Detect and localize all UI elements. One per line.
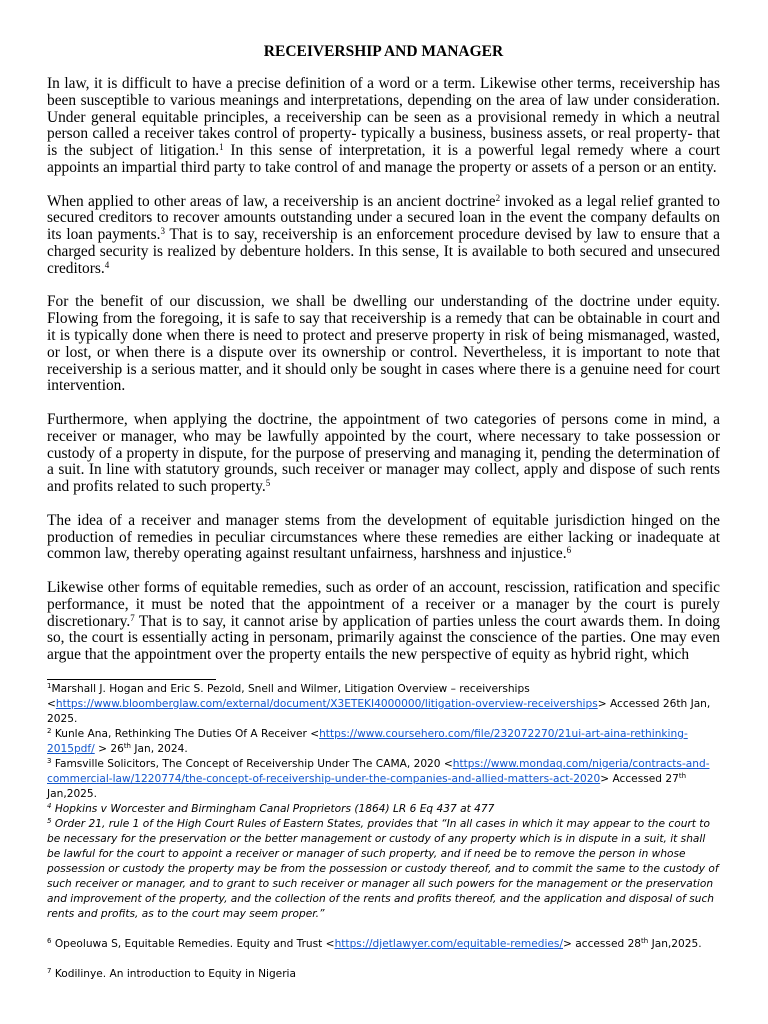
footnote-separator [47,679,216,680]
footnote-reference: 4 [47,802,52,810]
footnote-reference: 3 [160,226,165,237]
footnote [47,817,719,922]
footnote-reference: 1 [219,142,224,153]
footnote-reference: 7 [130,612,135,623]
footnotes [47,682,719,982]
text-segment: > Accessed 26th Jan, 2025. [47,698,711,725]
text-segment: In this sense of interpretation, it is a powerful legal remedy where a court appoints an impartial third party to take control of and manage the property or assets of a person or an entity. [47,142,721,176]
text-segment: When applied to other areas of law, a receivership is an ancient doctrine [47,192,496,210]
text-segment: Kunle Ana, Rethinking The Duties Of A Receiver < [51,728,320,740]
text-segment: Famsville Solicitors, The Concept of Receivership Under The CAMA, 2020 < [51,758,453,770]
footnote [47,967,719,982]
text-segment: Hopkins v Worcester and Birmingham Canal Proprietors (1864) LR 6 Eq 437 at 477 [51,803,495,815]
text-segment: > accessed 28 [563,938,642,950]
footnote-reference: 1 [47,682,52,690]
footnote [47,757,719,802]
footnote-reference: 6 [566,545,572,556]
text-segment: Likewise other forms of equitable remedies, such as order of an account, rescission, ratification and specific performance, it must be noted that the appointment of a receiver or a manager by the court is purely discretionary. [47,578,720,630]
footnote [47,682,719,727]
text-segment: Jan,2025. [47,788,98,800]
text-segment: The idea of a receiver and manager stems from the development of equitable jurisdiction hinged on the production of remedies in peculiar circumstances where these remedies are either lacking or inadequate at common law, thereby operating against resultant unfairness, harshness and injustice. [47,511,720,563]
footnote-reference: 3 [47,757,52,765]
footnote-reference: 4 [104,259,110,270]
text-segment: > 26 [94,743,124,755]
footnote-reference: 2 [495,192,501,203]
footnote-reference: th [123,742,131,750]
footnote-reference: th [678,772,687,780]
body-paragraph [47,580,720,664]
footnote-reference: th [641,937,649,945]
footnote [47,937,719,952]
body-paragraphs [47,76,720,664]
body-paragraph [47,194,720,278]
body-paragraph [47,294,720,395]
text-segment: Order 21, rule 1 of the High Court Rules of Eastern States, provides that “In all cases in which it may appear to the court to be necessary for the preservation or the better management or custody of any property which is in dispute in a suit, it shall be lawful for the court to appoint a receiver or manager of such property, and if need be to remove the person in whose possession or custody the property may be from the possession or custody thereof, and to commit the same to the custody of such receiver or manager, and to grant to such receiver or manager all such powers for the management or the preservation and improvement of the property, and the collection of the rents and profits thereof, and the application and disposal of such rents and profits, as to the court may seem proper.” [47,818,719,920]
text-segment: Jan,2025. [648,938,702,950]
text-segment: Marshall J. Hogan and Eric S. Pezold, Snell and Wilmer, Litigation Overview – receiverships < [47,683,530,710]
footnote-link[interactable]: https://www.coursehero.com/file/232072270/21ui-art-aina-rethinking-2015pdf/ [47,728,688,755]
document-title: RECEIVERSHIP AND MANAGER [263,43,504,60]
footnote-reference: 6 [47,937,52,945]
body-paragraph [47,513,720,563]
footnote-reference: 5 [265,478,271,489]
text-segment: Jan, 2024. [131,743,188,755]
text-segment: That is to say, receivership is an enforcement procedure devised by law to ensure that a charged security is realized by debenture holders. In this sense, It is available to both secured and unsecured creditors. [47,226,720,277]
footnote-reference: 5 [47,817,52,825]
footnote-link[interactable]: https://www.mondaq.com/nigeria/contracts-and-commercial-law/1220774/the-concept-of-receivership-under-the-companies-and-allied-matters-act-2020 [47,758,710,785]
footnote-reference: 7 [47,967,52,975]
footnote-link[interactable]: https://www.bloomberglaw.com/external/document/X3ETEKI4000000/litigation-overview-receiverships [55,698,598,710]
footnote [47,727,719,757]
body-paragraph [47,412,720,496]
text-segment: Kodilinye. An introduction to Equity in Nigeria [51,968,296,980]
text-segment: Furthermore, when applying the doctrine, the appointment of two categories of persons come in mind, a receiver or manager, who may be lawfully appointed by the court, where necessary to take possession or custody of a property in dispute, for the purpose of preserving and managing it, pending the determination of a suit. In line with statutory grounds, such receiver or manager may collect, apply and dispose of such rents and profits related to such property. [47,410,720,496]
body-paragraph [47,76,720,177]
footnote [47,802,719,817]
text-segment: For the benefit of our discussion, we shall be dwelling our understanding of the doctrine under equity. Flowing from the foregoing, it is safe to say that receivership is a remedy that can be obtainable in court and it is typically done when there is need to protect and preserve property in risk of being mismanaged, wasted, or lost, or when there is a dispute over its ownership or control. Nevertheless, it is important to note that receivership is a serious matter, and it should only be sought in cases where there is a genuine need for court intervention. [47,293,720,395]
document-body [47,0,720,664]
text-segment: Opeoluwa S, Equitable Remedies. Equity and Trust < [51,938,335,950]
footnote-reference: 2 [47,727,52,735]
text-segment: In law, it is difficult to have a precise definition of a word or a term. Likewise other terms, receivership has been susceptible to various meanings and interpretations, depending on the area of law under consideration. Under general equitable principles, a receivership can be seen as a provisional remedy in which a neutral person called a receiver takes control of property- typically a business, business assets, or real property- that is the subject of litigation. [47,75,720,160]
text-segment: > Accessed 27 [600,773,679,785]
text-segment: That is to say, it cannot arise by application of parties unless the court awards them. In doing so, the court is essentially acting in personam, primarily against the conscience of the parties. One may even argue that the appointment over the property entails the new perspective of equity as hybrid right, which [47,612,720,664]
footnote-link[interactable]: https://djetlawyer.com/equitable-remedies/ [334,938,564,950]
text-segment: invoked as a legal relief granted to secured creditors to recover amounts outstanding under a secured loan in the event the company defaults on its loan payments. [47,192,720,244]
